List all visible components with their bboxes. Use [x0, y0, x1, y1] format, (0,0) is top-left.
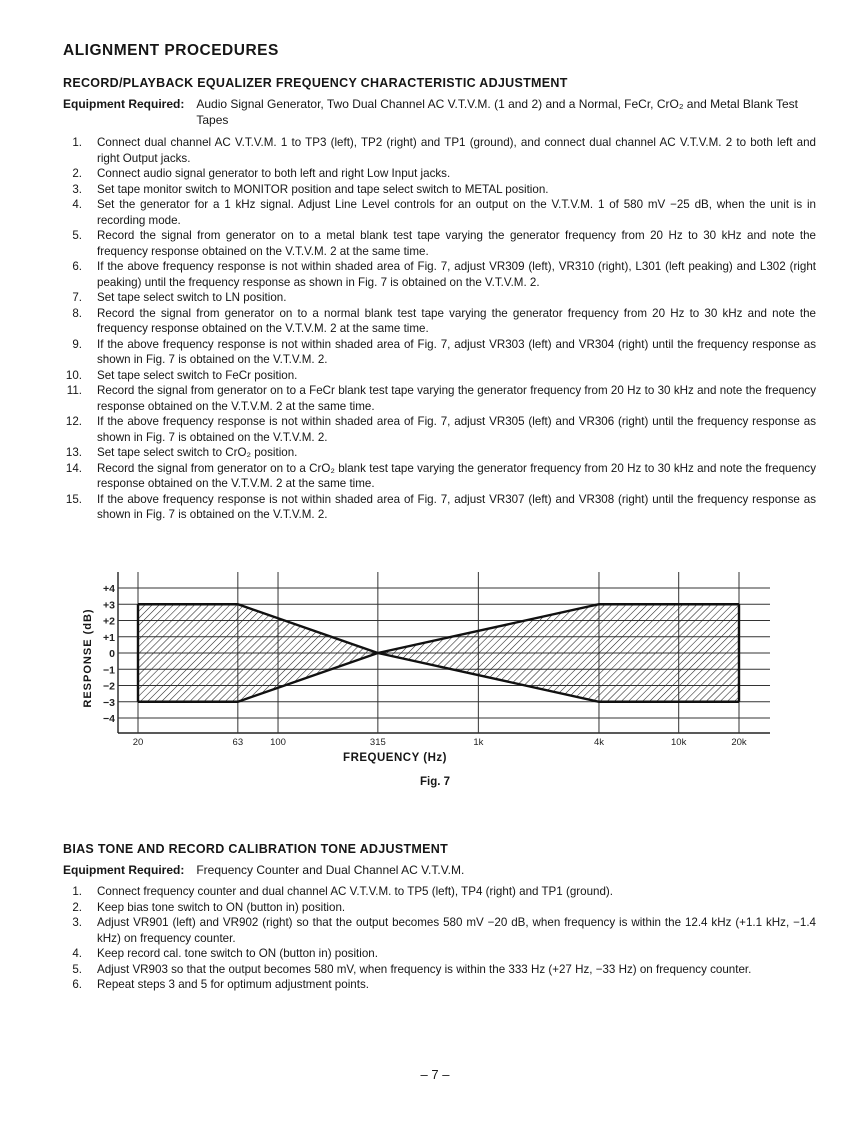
- step-number: 10.: [65, 368, 82, 382]
- step-text: If the above frequency response is not within shaded area of Fig. 7, adjust VR303 (left) and VR304 (right) until the frequency response as shown in Fig. 7 is obtained on the V.T.V.M. 2.: [97, 337, 816, 366]
- step-item: [56, 977, 816, 993]
- step-text: Record the signal from generator on to a normal blank test tape varying the generator frequency from 20 Hz to 30 kHz and note the frequency response obtained on the V.T.V.M. 2 at the same time.: [97, 306, 816, 335]
- step-text: Record the signal from generator on to a CrO₂ blank test tape varying the generator frequency from 20 Hz to 30 kHz and note the frequency response obtained on the V.T.V.M. 2 at the same time.: [97, 461, 816, 490]
- step-number: 4.: [72, 947, 82, 960]
- step-item: [56, 900, 816, 916]
- x-tick-label: 20k: [731, 737, 747, 748]
- figure-caption: Fig. 7: [419, 776, 451, 788]
- y-tick-label: 0: [109, 648, 115, 660]
- equipment-value: Audio Signal Generator, Two Dual Channel AC V.T.V.M. (1 and 2) and a Normal, FeCr, CrO₂ and Metal Blank Test Tapes: [196, 97, 798, 127]
- step-number: 1.: [72, 136, 82, 149]
- step-text: Adjust VR903 so that the output becomes 580 mV, when frequency is within the 333 Hz (+27 Hz, −33 Hz) on frequency counter.: [97, 962, 752, 976]
- step-item: [56, 182, 816, 198]
- step-number: 8.: [72, 306, 82, 320]
- y-tick-label: +1: [103, 631, 115, 644]
- step-text: Set tape select switch to LN position.: [97, 291, 287, 304]
- section1-steps: [56, 135, 816, 523]
- section1-title: RECORD/PLAYBACK EQUALIZER FREQUENCY CHARACTERISTIC ADJUSTMENT: [63, 76, 568, 90]
- step-text: Repeat steps 3 and 5 for optimum adjustment points.: [97, 978, 369, 991]
- step-number: 6.: [72, 260, 82, 273]
- step-text: If the above frequency response is not within shaded area of Fig. 7, adjust VR307 (left) and VR308 (right) until the frequency response as shown in Fig. 7 is obtained on the V.T.V.M. 2.: [97, 492, 816, 521]
- step-text: Set tape select switch to CrO₂ position.: [97, 446, 298, 459]
- step-item: [56, 228, 816, 259]
- section2-equipment: [63, 863, 815, 879]
- step-number: 1.: [72, 885, 82, 898]
- y-tick-label: +4: [103, 583, 115, 595]
- step-text: Keep record cal. tone switch to ON (button in) position.: [97, 947, 378, 960]
- step-item: [56, 337, 816, 368]
- y-tick-label: −1: [103, 664, 115, 677]
- step-item: [56, 135, 816, 166]
- step-text: Set tape select switch to FeCr position.: [97, 368, 298, 382]
- chart-x-axis-title: FREQUENCY (Hz): [343, 752, 447, 764]
- step-text: Set tape monitor switch to MONITOR position and tape select switch to METAL position.: [97, 182, 549, 196]
- step-item: [56, 884, 816, 900]
- y-tick-label: −3: [103, 696, 115, 709]
- tolerance-band: [138, 604, 739, 702]
- step-item: [56, 946, 816, 962]
- y-tick-label: −2: [103, 680, 115, 693]
- step-text: Adjust VR901 (left) and VR902 (right) so that the output becomes 580 mV −20 dB, when frequency is within the 12.4 kHz (+1.1 kHz, −1.4 kHz) on frequency counter.: [97, 916, 816, 945]
- equipment-label: Equipment Required:: [63, 863, 185, 877]
- step-text: Connect audio signal generator to both left and right Low Input jacks.: [97, 167, 451, 180]
- step-item: [56, 492, 816, 523]
- equipment-label: Equipment Required:: [63, 97, 185, 111]
- step-number: 4.: [72, 198, 82, 211]
- step-number: 12.: [65, 415, 82, 428]
- x-tick-label: 63: [232, 737, 244, 748]
- page-heading: ALIGNMENT PROCEDURES: [63, 42, 279, 59]
- section2-steps: [56, 884, 816, 993]
- x-tick-label: 1k: [473, 737, 484, 748]
- step-item: [56, 306, 816, 337]
- step-item: [56, 290, 816, 306]
- page-number: – 7 –: [420, 1067, 450, 1082]
- step-text: Set the generator for a 1 kHz signal. Adjust Line Level controls for an output on the V.T.V.M. 1 of 580 mV −25 dB, when the unit is in recording mode.: [97, 198, 816, 227]
- y-tick-label: −4: [103, 713, 115, 725]
- step-number: 2.: [72, 167, 82, 180]
- step-number: 2.: [72, 900, 82, 914]
- step-text: If the above frequency response is not within shaded area of Fig. 7, adjust VR305 (left) and VR306 (right) until the frequency response as shown in Fig. 7 is obtained on the V.T.V.M. 2.: [97, 415, 816, 444]
- x-tick-label: 315: [369, 737, 386, 748]
- frequency-response-chart: [0, 555, 865, 750]
- step-item: [56, 915, 816, 946]
- step-number: 3.: [72, 182, 82, 196]
- step-text: Keep bias tone switch to ON (button in) position.: [97, 900, 346, 914]
- x-tick-label: 20: [132, 737, 144, 748]
- step-item: [56, 383, 816, 414]
- step-number: 5.: [72, 962, 82, 976]
- step-number: 5.: [72, 229, 82, 242]
- step-item: [56, 368, 816, 384]
- step-number: 9.: [72, 337, 82, 351]
- chart-y-axis-title: RESPONSE (dB): [82, 608, 94, 708]
- step-item: [56, 197, 816, 228]
- step-text: Connect frequency counter and dual channel AC V.T.V.M. to TP5 (left), TP4 (right) and TP1 (ground).: [97, 885, 613, 898]
- step-item: [56, 414, 816, 445]
- step-number: 7.: [72, 291, 82, 304]
- step-item: [56, 445, 816, 461]
- step-item: [56, 962, 816, 978]
- y-tick-label: +2: [103, 615, 115, 628]
- step-text: Connect dual channel AC V.T.V.M. 1 to TP3 (left), TP2 (right) and TP1 (ground), and connect dual channel AC V.T.V.M. 2 to both left and right Output jacks.: [97, 136, 816, 165]
- x-tick-label: 10k: [671, 737, 687, 748]
- step-number: 14.: [65, 461, 82, 475]
- step-number: 11.: [66, 384, 82, 397]
- step-item: [56, 461, 816, 492]
- step-number: 6.: [72, 978, 82, 991]
- step-item: [56, 259, 816, 290]
- section1-equipment: [63, 97, 815, 128]
- step-text: If the above frequency response is not within shaded area of Fig. 7, adjust VR309 (left), VR310 (right), L301 (left peaking) and L302 (right peaking) until the frequency response as shown in Fig. 7 is obtained on the V.T.V.M. 2.: [97, 260, 816, 289]
- x-tick-label: 4k: [593, 737, 604, 748]
- step-item: [56, 166, 816, 182]
- step-number: 13.: [65, 446, 82, 459]
- step-number: 3.: [72, 916, 82, 929]
- x-tick-label: 100: [270, 737, 286, 748]
- section2-title: BIAS TONE AND RECORD CALIBRATION TONE ADJUSTMENT: [63, 842, 449, 856]
- y-tick-label: +3: [103, 599, 115, 612]
- step-number: 15.: [65, 492, 82, 506]
- step-text: Record the signal from generator on to a FeCr blank test tape varying the generator frequency from 20 Hz to 30 kHz and note the frequency response obtained on the V.T.V.M. 2 at the same time.: [97, 384, 816, 413]
- step-text: Record the signal from generator on to a metal blank test tape varying the generator frequency from 20 Hz to 30 kHz and note the frequency response obtained on the V.T.V.M. 2 at the same time.: [97, 229, 816, 258]
- equipment-value: Frequency Counter and Dual Channel AC V.T.V.M.: [196, 863, 465, 877]
